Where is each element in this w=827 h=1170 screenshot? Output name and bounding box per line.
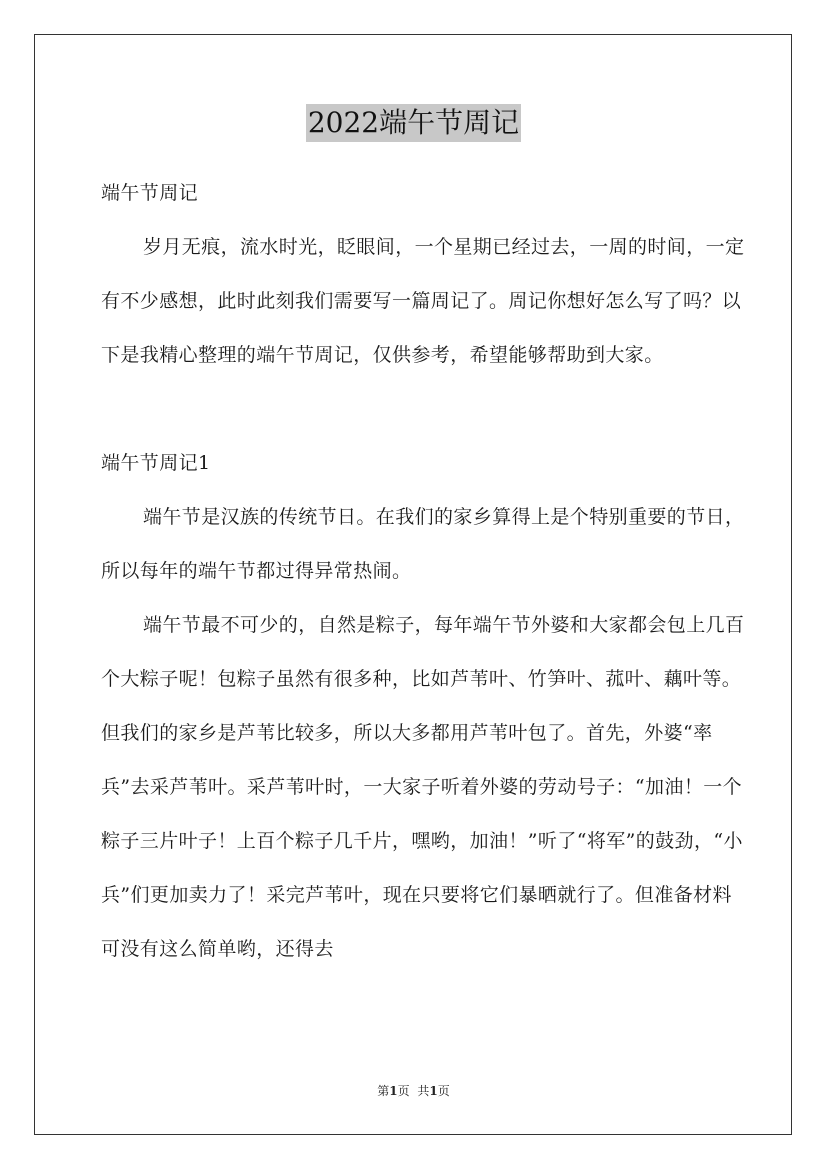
section-heading-1: 端午节周记1 [101, 452, 211, 474]
page-suffix: 页 [397, 1084, 410, 1098]
body-paragraph: 端午节最不可少的，自然是粽子，每年端午节外婆和大家都会包上几百个大粽子呢！包粽子虽然有很多种，比如芦苇叶、竹笋叶、菰叶、藕叶等。但我们的家乡是芦苇比较多，所以大多都用芦苇叶包了。首先，外婆“率兵”去采芦苇叶。采芦苇叶时，一大家子听着外婆的劳动号子：“加油！一个粽子三片叶子！上百个粽子几千片，嘿哟，加油！”听了“将军”的鼓劲，“小兵”们更加卖力了！采完芦苇叶，现在只要将它们暴晒就行了。但准备材料可没有这么简单哟，还得去 [101, 614, 745, 960]
total-suffix: 页 [437, 1084, 450, 1098]
total-pages: 1 [429, 1084, 438, 1098]
page-footer [0, 1082, 827, 1099]
section-heading: 端午节周记 [101, 182, 199, 204]
body-paragraph: 端午节是汉族的传统节日。在我们的家乡算得上是个特别重要的节日，所以每年的端午节都过得异常热闹。 [101, 506, 745, 582]
document-body [101, 166, 746, 976]
intro-paragraph: 岁月无痕，流水时光，眨眼间，一个星期已经过去，一周的时间，一定有不少感想，此时此刻我们需要写一篇周记了。周记你想好怎么写了吗？以下是我精心整理的端午节周记，仅供参考，希望能够帮助到大家。 [101, 236, 745, 366]
title-wrap [0, 104, 827, 142]
page-prefix: 第 [377, 1084, 390, 1098]
page-number: 1 [389, 1084, 398, 1098]
paragraph-gap [101, 382, 746, 436]
document-title: 2022端午节周记 [306, 104, 521, 142]
total-prefix: 共 [417, 1084, 430, 1098]
